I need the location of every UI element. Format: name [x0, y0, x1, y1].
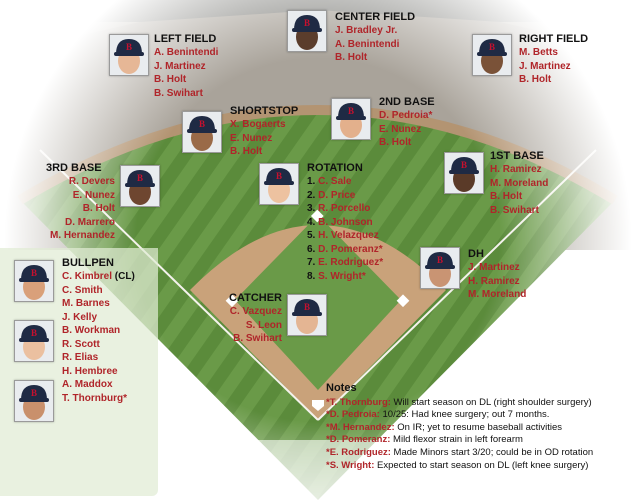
- note-player[interactable]: *E. Rodriguez:: [326, 446, 391, 458]
- player-name[interactable]: S. Wright*: [318, 270, 366, 282]
- note-text: Expected to start season on DL (left knee surgery): [374, 459, 589, 471]
- svg-text:B: B: [436, 255, 444, 265]
- svg-text:B: B: [30, 328, 38, 338]
- rotation-number: 3.: [307, 203, 316, 214]
- svg-text:B: B: [30, 388, 38, 398]
- note-player[interactable]: *M. Hernandez:: [326, 421, 395, 433]
- rotation-number: 6.: [307, 243, 316, 255]
- note-item: [326, 460, 632, 473]
- player-name[interactable]: X. Bogaerts: [230, 119, 286, 130]
- shortstop-player-photo: [182, 111, 222, 153]
- player-name[interactable]: B. Holt: [490, 191, 523, 202]
- center-field-block: [335, 10, 415, 65]
- player-name[interactable]: H. Hembree: [62, 365, 118, 377]
- rotation-item[interactable]: [307, 175, 383, 189]
- right-field-player-photo: [472, 34, 512, 76]
- bullpen-player-photo-2: [14, 320, 54, 362]
- rotation-number: 5.: [307, 230, 316, 241]
- note-text: Made Minors start 3/20; could be in OD rotation: [390, 446, 594, 458]
- bullpen-block: [62, 256, 135, 405]
- shortstop-block: [230, 104, 298, 159]
- catcher-player-photo: [287, 294, 327, 336]
- note-item: [326, 409, 632, 422]
- note-item: [326, 422, 632, 435]
- svg-text:B: B: [460, 160, 468, 170]
- center-field-player-photo: [287, 10, 327, 52]
- player-name[interactable]: R. Porcello: [318, 203, 371, 214]
- player-name[interactable]: B. Swihart: [490, 204, 539, 216]
- position-title: DH: [468, 248, 484, 260]
- rotation-number: 4.: [307, 216, 316, 228]
- player-avatar-icon: [15, 321, 53, 361]
- player-name[interactable]: E. Rodriguez*: [318, 257, 384, 268]
- player-name[interactable]: M. Barnes: [62, 298, 110, 309]
- player-name[interactable]: J. Kelly: [62, 311, 98, 323]
- player-name[interactable]: H. Velazquez: [318, 230, 379, 241]
- dh-block: [468, 247, 526, 302]
- rotation-number: 7.: [307, 257, 316, 268]
- rotation-item[interactable]: [307, 202, 383, 216]
- rotation-number: 8.: [307, 270, 316, 282]
- position-title: SHORTSTOP: [230, 105, 299, 117]
- player-name[interactable]: M. Betts: [519, 47, 558, 58]
- notes-title: Notes: [326, 382, 357, 394]
- rotation-item[interactable]: [307, 189, 383, 203]
- note-text: Will start season on DL (right shoulder surgery): [390, 396, 592, 408]
- position-title: 1ST BASE: [490, 150, 544, 162]
- player-name[interactable]: R. Devers: [68, 176, 115, 187]
- position-title: CATCHER: [229, 292, 282, 304]
- player-avatar-icon: [121, 166, 159, 206]
- note-text: Mild flexor strain in left forearm: [390, 434, 523, 446]
- rotation-item[interactable]: [307, 243, 383, 257]
- right-field-block: [519, 32, 588, 87]
- player-avatar-icon: [332, 99, 370, 139]
- player-name[interactable]: D. Pedroia*: [379, 110, 433, 121]
- player-name[interactable]: R. Scott: [62, 338, 100, 350]
- player-name[interactable]: C. Vazquez: [229, 306, 282, 317]
- position-title: BULLPEN: [62, 257, 114, 269]
- third-base-player-photo: [120, 165, 160, 207]
- player-name[interactable]: R. Elias: [62, 352, 99, 363]
- player-name[interactable]: H. Ramirez: [468, 275, 520, 287]
- player-name[interactable]: S. Leon: [245, 319, 282, 331]
- player-name[interactable]: M. Moreland: [468, 289, 527, 300]
- player-avatar-icon: [15, 381, 53, 421]
- position-title: 3RD BASE: [45, 162, 102, 174]
- first-base-player-photo: [444, 152, 484, 194]
- player-avatar-icon: [260, 164, 298, 204]
- svg-text:B: B: [275, 171, 283, 181]
- rotation-number: 2.: [307, 189, 316, 201]
- catcher-block: [229, 291, 282, 346]
- player-name[interactable]: J. Martinez: [519, 60, 571, 72]
- rotation-item[interactable]: [307, 270, 383, 284]
- player-name[interactable]: B. Holt: [379, 137, 412, 148]
- note-item: [326, 434, 632, 447]
- note-player[interactable]: *S. Wright:: [326, 459, 375, 471]
- position-title: 2ND BASE: [379, 96, 435, 108]
- note-player[interactable]: *D. Pedroia:: [326, 409, 380, 421]
- position-title: CENTER FIELD: [335, 11, 416, 23]
- second-base-player-photo: [331, 98, 371, 140]
- rotation-block: [307, 161, 383, 283]
- player-name[interactable]: E. Nunez: [72, 189, 115, 201]
- note-item: [326, 397, 632, 410]
- player-name[interactable]: M. Hernandez: [49, 230, 115, 241]
- player-name[interactable]: B. Swihart: [154, 87, 203, 99]
- player-name[interactable]: D. Pomeranz*: [318, 243, 383, 255]
- player-name[interactable]: E. Nunez: [230, 132, 273, 144]
- note-player[interactable]: *T. Thornburg:: [326, 396, 391, 408]
- player-avatar-icon: [110, 35, 148, 75]
- left-field-player-photo: [109, 34, 149, 76]
- player-avatar-icon: [183, 112, 221, 152]
- closer-tag: (CL): [112, 271, 135, 282]
- player-avatar-icon: [288, 11, 326, 51]
- bullpen-closer[interactable]: [62, 270, 135, 284]
- third-base-block: [45, 161, 115, 243]
- svg-text:B: B: [136, 173, 144, 183]
- player-name[interactable]: T. Thornburg*: [62, 392, 127, 404]
- position-title: RIGHT FIELD: [519, 33, 589, 45]
- first-base-block: [490, 149, 548, 217]
- rotation-item[interactable]: [307, 216, 383, 230]
- svg-text:B: B: [488, 42, 496, 52]
- player-avatar-icon: [445, 153, 483, 193]
- player-name[interactable]: D. Marrero: [64, 216, 115, 228]
- svg-text:B: B: [30, 268, 38, 278]
- bullpen-player-photo-3: [14, 380, 54, 422]
- rotation-player-photo: [259, 163, 299, 205]
- svg-text:B: B: [303, 302, 311, 312]
- player-name[interactable]: J. Bradley Jr.: [335, 25, 398, 36]
- player-avatar-icon: [421, 248, 459, 288]
- player-name[interactable]: C. Smith: [62, 284, 103, 296]
- player-name[interactable]: B. Holt: [335, 52, 368, 63]
- player-name[interactable]: J. Martinez: [468, 262, 520, 273]
- player-name[interactable]: A. Benintendi: [154, 47, 219, 58]
- left-field-block: [154, 32, 218, 100]
- second-base-block: [379, 95, 435, 150]
- position-title: LEFT FIELD: [154, 33, 217, 45]
- player-name[interactable]: M. Moreland: [490, 177, 549, 189]
- player-name[interactable]: C. Sale: [318, 176, 352, 187]
- player-name[interactable]: D. Price: [318, 189, 356, 201]
- player-name[interactable]: J. Martinez: [154, 60, 206, 72]
- player-avatar-icon: [473, 35, 511, 75]
- player-avatar-icon: [15, 261, 53, 301]
- player-name[interactable]: C. Kimbrel: [62, 271, 113, 282]
- player-avatar-icon: [288, 295, 326, 335]
- note-player[interactable]: *D. Pomeranz:: [326, 434, 391, 446]
- player-name[interactable]: H. Ramirez: [490, 164, 542, 175]
- rotation-number: 1.: [307, 176, 316, 187]
- player-name[interactable]: B. Holt: [230, 146, 263, 157]
- player-name[interactable]: B. Holt: [154, 74, 187, 85]
- svg-text:B: B: [347, 106, 355, 116]
- player-name[interactable]: A. Maddox: [62, 379, 113, 390]
- rotation-item[interactable]: [307, 229, 383, 243]
- svg-text:B: B: [303, 18, 311, 28]
- player-name[interactable]: B. Holt: [519, 74, 552, 85]
- svg-text:B: B: [198, 119, 206, 129]
- note-text: On IR; yet to resume baseball activities: [394, 421, 563, 433]
- player-name[interactable]: A. Benintendi: [335, 38, 400, 50]
- player-name[interactable]: B. Workman: [62, 325, 121, 336]
- note-item: [326, 447, 632, 460]
- notes-section: [326, 382, 632, 472]
- bullpen-player-photo-1: [14, 260, 54, 302]
- player-name[interactable]: B. Holt: [82, 203, 115, 214]
- player-name[interactable]: B. Johnson: [318, 216, 373, 228]
- player-name[interactable]: E. Nunez: [379, 123, 422, 135]
- position-title: ROTATION: [307, 162, 363, 174]
- svg-text:B: B: [125, 42, 133, 52]
- rotation-item[interactable]: [307, 256, 383, 270]
- player-name[interactable]: B. Swihart: [233, 333, 282, 344]
- dh-player-photo: [420, 247, 460, 289]
- note-text: 10/25: Had knee surgery; out 7 months.: [379, 409, 550, 421]
